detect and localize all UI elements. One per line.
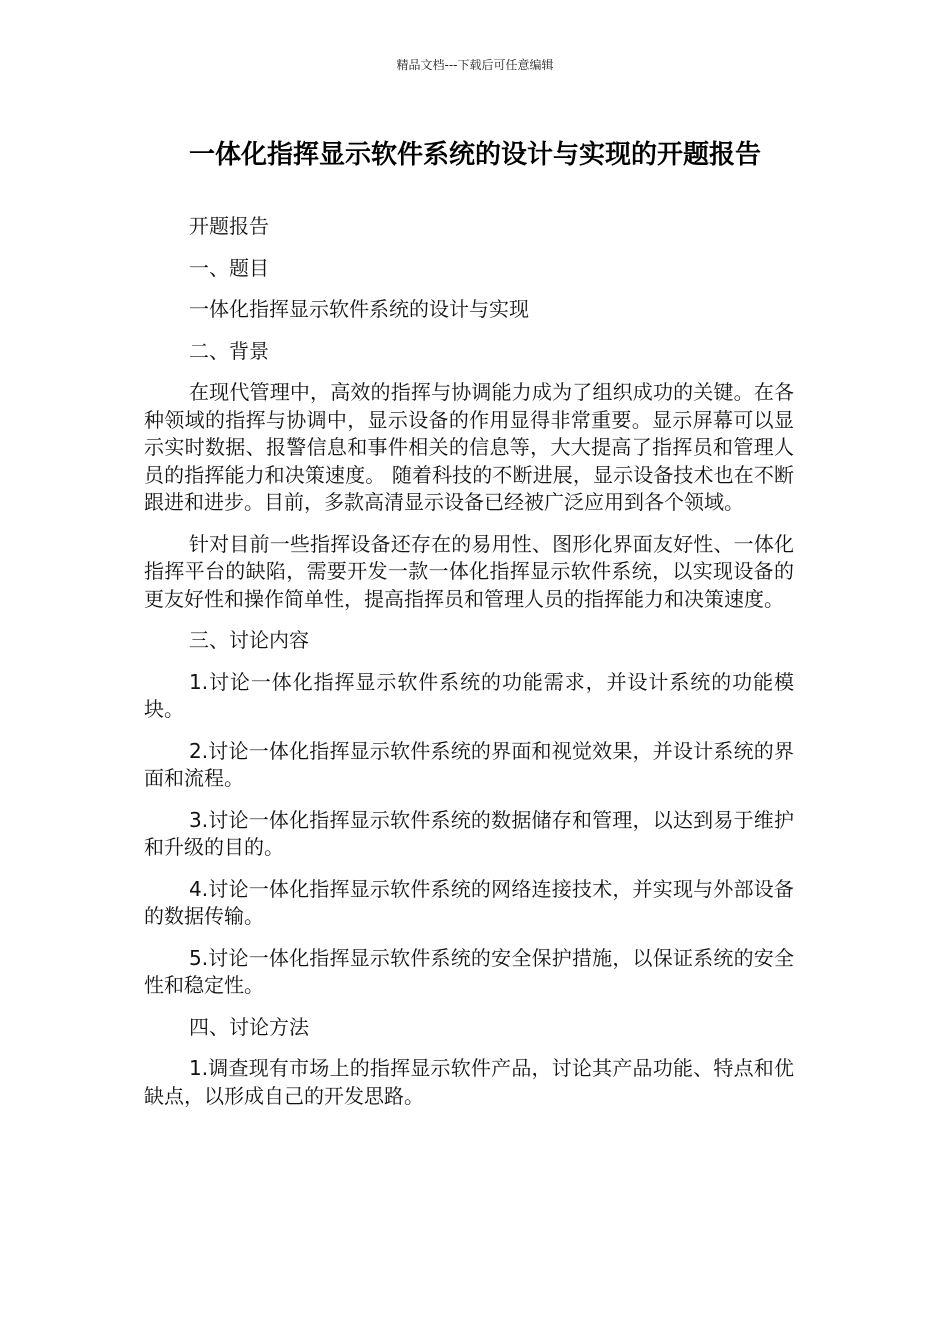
- method-item-1: 1.调查现有市场上的指挥显示软件产品，讨论其产品功能、特点和优缺点，以形成自己的开发思路。: [144, 1056, 794, 1108]
- content-item-3: 3.讨论一体化指挥显示软件系统的数据储存和管理，以达到易于维护和升级的目的。: [144, 807, 794, 859]
- section-heading-method: 四、讨论方法: [189, 1014, 309, 1039]
- section-heading-background: 二、背景: [189, 338, 269, 363]
- topic-text: 一体化指挥显示软件系统的设计与实现: [189, 297, 529, 321]
- report-label: 开题报告: [189, 214, 269, 238]
- background-paragraph-2: 针对目前一些指挥设备还存在的易用性、图形化界面友好性、一体化指挥平台的缺陷，需要开发一款一体化指挥显示软件系统，以实现设备的更友好性和操作简单性，提高指挥员和管理人员的指挥能力和决策速度。: [144, 531, 794, 611]
- content-item-4: 4.讨论一体化指挥显示软件系统的网络连接技术，并实现与外部设备的数据传输。: [144, 876, 794, 928]
- document-title: 一体化指挥显示软件系统的设计与实现的开题报告: [188, 140, 761, 170]
- section-heading-content: 三、讨论内容: [189, 628, 309, 652]
- content-item-1: 1.讨论一体化指挥显示软件系统的功能需求，并设计系统的功能模块。: [144, 669, 794, 721]
- content-item-5: 5.讨论一体化指挥显示软件系统的安全保护措施，以保证系统的安全性和稳定性。: [144, 945, 794, 997]
- header-note: 精品文档---下载后可任意编辑: [396, 58, 554, 72]
- content-item-2: 2.讨论一体化指挥显示软件系统的界面和视觉效果，并设计系统的界面和流程。: [144, 738, 794, 790]
- background-paragraph-1: 在现代管理中，高效的指挥与协调能力成为了组织成功的关键。在各种领域的指挥与协调中，显示设备的作用显得非常重要。显示屏幕可以显示实时数据、报警信息和事件相关的信息等，大大提高了指挥员和管理人员的指挥能力和决策速度。 随着科技的不断进展，显示设备技术也在不断跟进和进步。目前，多款高清显示设备已经被广泛应用到各个领域。: [144, 380, 794, 514]
- section-heading-topic: 一、题目: [189, 255, 269, 280]
- document-body: [144, 213, 794, 1124]
